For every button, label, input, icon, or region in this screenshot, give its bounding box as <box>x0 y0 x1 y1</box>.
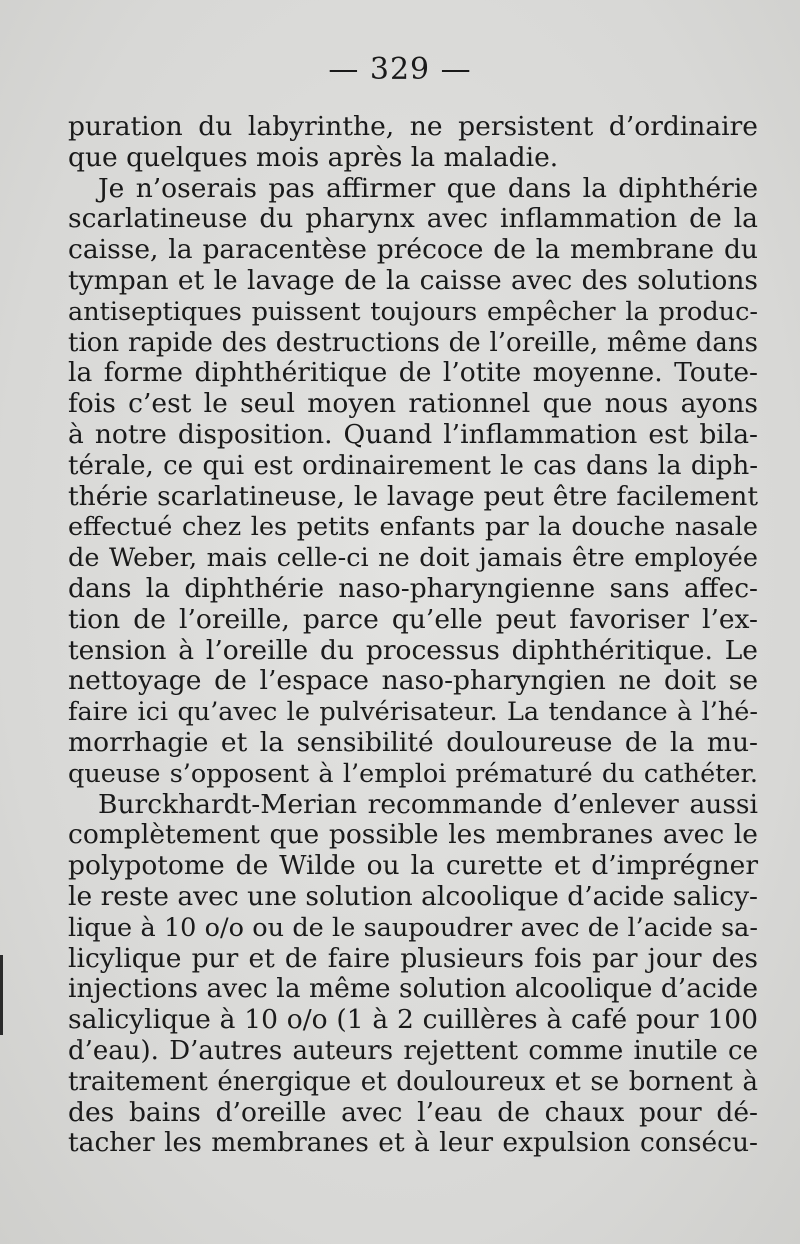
text-line: faire ici qu’avec le pulvérisateur. La tendance à l’hé- <box>68 697 758 728</box>
binding-edge-mark <box>0 955 3 1035</box>
text-line: effectué chez les petits enfants par la douche nasale <box>68 512 758 543</box>
text-line: polypotome de Wilde ou la curette et d’imprégner <box>68 850 758 882</box>
text-line: traitement énergique et douloureux et se bornent à <box>68 1066 758 1097</box>
text-line: tion de l’oreille, parce qu’elle peut favoriser l’ex- <box>68 603 758 635</box>
text-line: à notre disposition. Quand l’inflammation est bila- <box>68 418 758 450</box>
text-line: des bains d’oreille avec l’eau de chaux pour dé- <box>68 1096 758 1128</box>
text-line: la forme diphthéritique de l’otite moyenne. Toute- <box>68 357 758 389</box>
text-line: queuse s’opposent à l’emploi prématuré du cathéter. <box>68 758 758 789</box>
text-line: morrhagie et la sensibilité douloureuse de la mu- <box>68 726 758 758</box>
text-line: fois c’est le seul moyen rationnel que nous ayons <box>68 388 758 420</box>
text-line: injections avec la même solution alcoolique d’acide <box>68 973 758 1005</box>
text-line: tympan et le lavage de la caisse avec des solutions <box>68 264 758 296</box>
text-line: que quelques mois après la maladie. <box>68 141 559 173</box>
text-line: lique à 10 o/o ou de le saupoudrer avec de l’acide sa- <box>68 912 758 943</box>
text-line: complètement que possible les membranes avec le <box>68 819 758 851</box>
text-line: dans la diphthérie naso-pharyngienne sans affec- <box>68 572 758 604</box>
text-line: de Weber, mais celle-ci ne doit jamais être employée <box>68 543 758 574</box>
page-body-text <box>68 112 758 1159</box>
text-line: puration du labyrinthe, ne persistent d’ordinaire <box>68 111 758 142</box>
text-line: caisse, la paracentèse précoce de la membrane du <box>68 234 758 266</box>
text-line: tion rapide des destructions de l’oreille, même dans <box>68 327 758 358</box>
text-line: nettoyage de l’espace naso-pharyngien ne doit se <box>68 665 758 697</box>
text-line: térale, ce qui est ordinairement le cas dans la diph- <box>68 450 758 481</box>
text-line: scarlatineuse du pharynx avec inflammation de la <box>68 203 758 235</box>
text-line: licylique pur et de faire plusieurs fois par jour des <box>68 942 758 974</box>
text-line: thérie scarlatineuse, le lavage peut être facilement <box>68 480 758 512</box>
text-line: tension à l’oreille du processus diphthéritique. Le <box>68 634 758 666</box>
text-line: d’eau). D’autres auteurs rejettent comme inutile ce <box>68 1035 758 1066</box>
text-line: Burckhardt-Merian recommande d’enlever aussi <box>98 788 758 820</box>
text-line: tacher les membranes et à leur expulsion consécu- <box>68 1127 758 1159</box>
text-line: salicylique à 10 o/o (1 à 2 cuillères à café pour 100 <box>68 1004 758 1036</box>
text-line: antiseptiques puissent toujours empêcher la produc- <box>68 296 758 327</box>
page-number: — 329 — <box>328 52 472 87</box>
text-line: le reste avec une solution alcoolique d’acide salicy- <box>68 880 758 912</box>
text-line: Je n’oserais pas affirmer que dans la diphthérie <box>98 172 758 204</box>
